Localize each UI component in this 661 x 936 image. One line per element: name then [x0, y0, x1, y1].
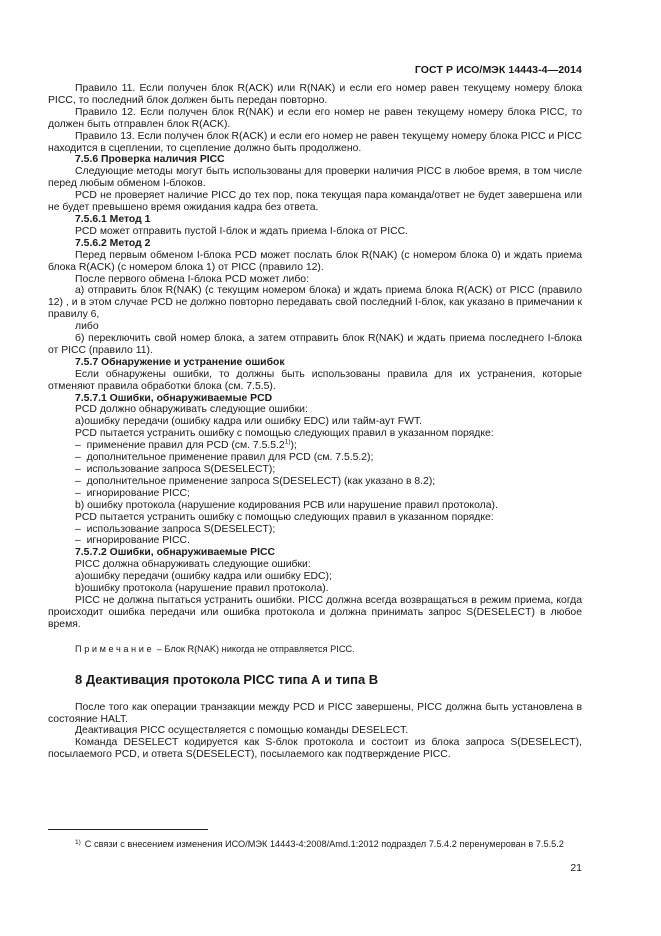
dash-item: – дополнительное применение запроса S(DESELECT) (как указано в 8.2); — [48, 476, 582, 488]
note-text: – Блок R(NAK) никогда не отправляется PICC. — [154, 643, 355, 654]
page-number: 21 — [570, 862, 582, 874]
heading-7-5-7-1: 7.5.7.1 Ошибки, обнаруживаемые PCD — [75, 392, 273, 404]
paragraph: PCD должно обнаруживать следующие ошибки: — [75, 404, 308, 416]
paragraph: Деактивация PICC осуществляется с помощью команды DESELECT. — [75, 725, 409, 737]
dash-item: – дополнительное применение правил для PCD (см. 7.5.5.2); — [48, 452, 582, 464]
heading-7-5-6-1: 7.5.6.1 Метод 1 — [75, 213, 151, 225]
paragraph: После того как операции транзакции между PCD и PICC завершены, PICC должна быть установлена в состояние HALT. — [48, 701, 582, 725]
footnote-divider — [48, 829, 208, 830]
heading-7-5-6-2: 7.5.6.2 Метод 2 — [75, 237, 151, 249]
paragraph: либо — [75, 321, 99, 333]
paragraph: Перед первым обменом I-блока PCD может послать блок R(NAK) (с номером блока 0) и ждать приема блока R(ACK) (с номером блока 1) от PICC (правило 12). — [48, 249, 582, 273]
rule-13: Правило 13. Если получен блок R(ACK) и если его номер не равен текущему номеру блока PICC и PICC находится в сцеплении, то сцепление должно быть продолжено. — [48, 130, 582, 154]
footnote-text: С связи с внесением изменения ИСО/МЭК 14443-4:2008/Amd.1:2012 подраздел 7.5.4.2 перенумерован в 7.5.5.2 — [84, 839, 564, 849]
footnote — [48, 836, 582, 851]
paragraph: После первого обмена I-блока PCD может либо: — [75, 273, 309, 285]
dash-text: применение правил для PCD (см. 7.5.5.2 — [86, 440, 285, 452]
footnote-ref: 1) — [284, 438, 291, 446]
paragraph: PCD пытается устранить ошибку с помощью следующих правил в указанном порядке: — [75, 511, 494, 523]
dash-item: – игнорирование PICC. — [48, 535, 582, 547]
paragraph: Команда DESELECT кодируется как S-блок протокола и состоит из блока запроса S(DESELECT), посылаемого PCD, и ответа S(DESELECT), посылаемого как подтверждение PICC. — [48, 737, 582, 761]
document-body — [48, 83, 582, 761]
heading-7-5-7-2: 7.5.7.2 Ошибки, обнаруживаемые PICC — [75, 547, 275, 559]
paragraph: Если обнаружены ошибки, то должны быть использованы правила для их устранения, которые отменяют правила обработки блока (см. 7.5.5). — [48, 368, 582, 392]
list-item: а)ошибку передачи (ошибку кадра или ошибку EDC); — [75, 571, 332, 583]
dash-item — [48, 440, 582, 452]
paragraph: PICC не должна пытаться устранить ошибки. PICC должна всегда возвращаться в режим приема, когда происходит ошибка передачи или ошибка протокола и должна принимать запрос S(DESELECT) в любое время. — [48, 594, 582, 630]
list-item: b) ошибку протокола (нарушение кодирования PCB или нарушение правил протокола). — [75, 499, 498, 511]
dash-item: – использование запроса S(DESELECT); — [48, 524, 582, 536]
standard-header: ГОСТ Р ИСО/МЭК 14443-4—2014 — [414, 64, 582, 76]
heading-7-5-6: 7.5.6 Проверка наличия PICC — [75, 154, 225, 166]
paragraph: PCD пытается устранить ошибку с помощью следующих правил в указанном порядке: — [75, 428, 494, 440]
dash-text-end: ); — [290, 440, 297, 452]
list-item: а) отправить блок R(NAK) (с текущим номером блока) и ждать приема блока R(ACK) от PICC (правило 12) , и в этом случае PCD не должно повторно передавать свой последний I-блок, как указано в примечании к правилу 6, — [48, 285, 582, 321]
list-item: б) переключить свой номер блока, а затем отправить блок R(NAK) и ждать приема последнего I-блока от PICC (правило 11). — [48, 333, 582, 356]
paragraph: Следующие методы могут быть использованы для проверки наличия PICC в любое время, в том числе перед любым обменом I-блоков. — [48, 166, 582, 190]
paragraph: PCD может отправить пустой I-блок и ждать приема I-блока от PICC. — [75, 225, 409, 237]
rule-11: Правило 11. Если получен блок R(ACK) или R(NAK) и если его номер равен текущему номеру блока PICC, то последний блок должен быть передан повторно. — [48, 83, 582, 106]
note-label: Примечание — [75, 643, 155, 654]
paragraph: PICC должна обнаруживать следующие ошибки: — [75, 559, 311, 571]
section-8-title: 8 Деактивация протокола PICC типа А и типа В — [75, 671, 379, 687]
list-item: а)ошибку передачи (ошибку кадра или ошибку EDC) или тайм-аут FWT. — [75, 416, 423, 428]
dash-item: – использование запроса S(DESELECT); — [48, 464, 582, 476]
rule-12: Правило 12. Если получен блок R(NAK) и если его номер не равен текущему номеру блока PICC, то должен быть отправлен блок R(ACK). — [48, 106, 582, 130]
paragraph: PCD не проверяет наличие PICC до тех пор, пока текущая пара команда/ответ не будет завершена или не будет превышено время ожидания кадра без ответа. — [48, 190, 582, 214]
dash-item: – игнорирование PICC; — [48, 488, 582, 500]
note — [48, 644, 582, 656]
heading-7-5-7: 7.5.7 Обнаружение и устранение ошибок — [75, 356, 285, 368]
list-item: b)ошибку протокола (нарушение правил протокола). — [75, 583, 329, 595]
footnote-mark: 1) — [75, 839, 81, 846]
